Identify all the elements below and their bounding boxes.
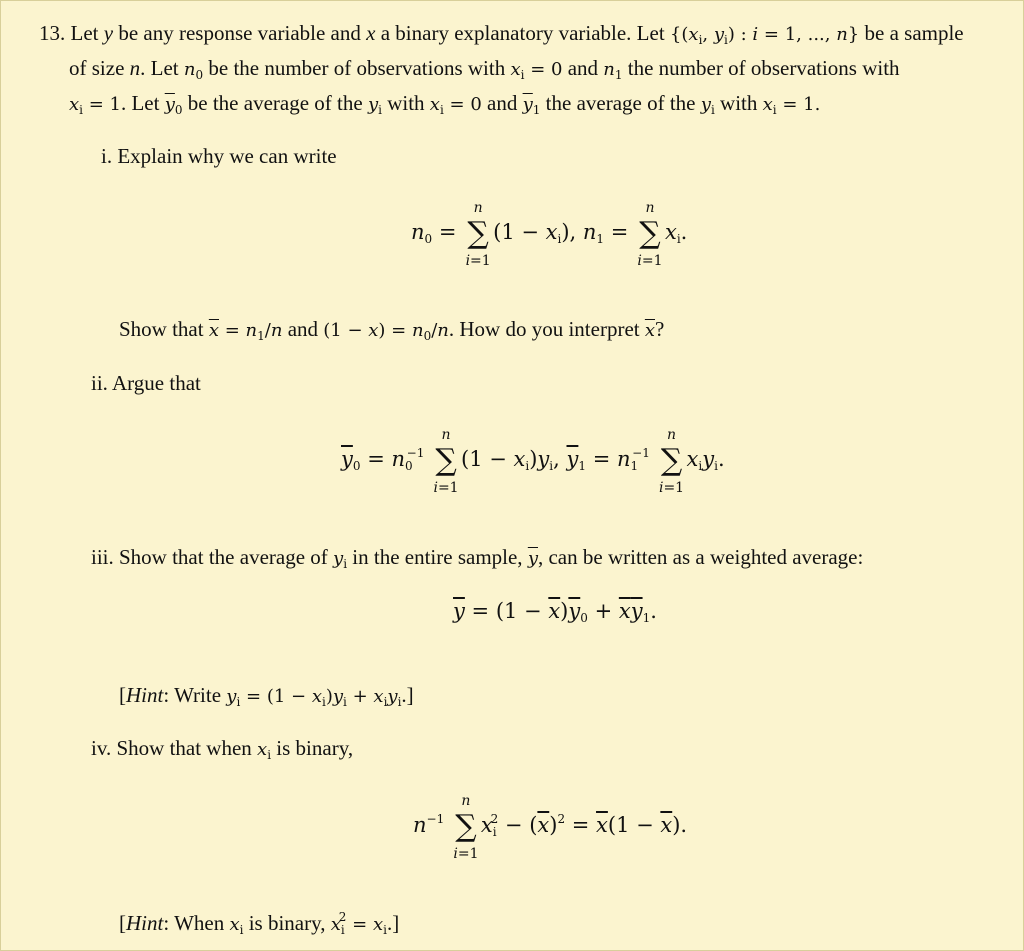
math-xi-eq-0: $x_i = 0$ [510, 59, 563, 82]
intro-line-1 [39, 23, 964, 46]
intro-text: . Let [120, 91, 160, 115]
math-yi: $y_i$ [700, 94, 715, 117]
part-iii-label [91, 547, 863, 570]
math-xbar: $\overline{x}$ [644, 320, 656, 341]
intro-text: the number of observations with [627, 56, 900, 80]
math-sample-set: {($x_i$, $y_i$) : i = 1, ..., n} [669, 24, 860, 47]
intro-text: a binary explanatory variable. Let [380, 21, 665, 45]
math-n1: $n_1$ [603, 59, 623, 82]
math-yi-decomposition: $y_i = (1 - x_i)y_i + x_iy_i$ [226, 686, 402, 709]
intro-line-2 [69, 58, 900, 81]
math-ybar: $\overline{y}$ [527, 548, 538, 569]
intro-text: the average of the [545, 91, 696, 115]
intro-text: Let [70, 21, 99, 45]
hint-bracket: .] [401, 683, 414, 707]
sum-symbol: ∑ n i=1 [637, 200, 663, 269]
intro-text: with [720, 91, 758, 115]
intro-text: be the average of the [187, 91, 363, 115]
show-text: . How do you interpret [448, 317, 640, 341]
math-n: n [129, 56, 141, 80]
part-ii-label: ii. Argue that [91, 371, 201, 395]
hint-text: Write [174, 683, 222, 707]
part-iv-label [91, 738, 353, 761]
part-iv-text: is binary, [276, 736, 354, 760]
math-xi-squared: $x_i^2 = x_i$ [330, 910, 387, 937]
sum-symbol: ∑ n i=1 [453, 793, 479, 862]
intro-text: of size [69, 56, 125, 80]
intro-text: be a sample [864, 21, 964, 45]
equation-weighted-average: $\overline{y} = (1 - \overline{x})\overline{y}_0 + \overline{x}\overline{y}_1$. [453, 599, 657, 625]
math-xi: $x_i$ [257, 739, 272, 762]
problem-number: 13. [39, 21, 66, 45]
math-y: y [103, 21, 114, 45]
hint-bracket: [ [119, 683, 126, 707]
math-yi: $y_i$ [367, 94, 382, 117]
sum-symbol: ∑ n i=1 [658, 427, 685, 496]
math-ybar0: $\overline{y}_0$ [164, 94, 183, 117]
part-i-show: Show that $\overline{x} = n_1/n$ and $(1 - x) = n_0/n$. How do you interpret $\overline{x}$? [119, 317, 665, 343]
math-xi: $x_i$ [229, 914, 244, 937]
hint-text: is binary, [248, 911, 326, 935]
math-xi-eq-1: $x_i = 1$ [69, 94, 121, 117]
part-i-label: i. Explain why we can write [101, 144, 337, 168]
equation-ybar0-ybar1: $\overline{y}_0 = n_0^{-1}$ ∑ n i=1 $(1 - x_i)y_i$, $\overline{y}_1 = n_1^{-1}$ ∑ n i=1 $x_iy_i$. [341, 427, 725, 496]
part-iv-hint [119, 911, 399, 936]
intro-text: and [567, 56, 599, 80]
math-n0: $n_0$ [183, 59, 204, 82]
hint-word: Hint [126, 911, 164, 935]
math-xi-eq-1-end: $x_i = 1$. [762, 94, 821, 117]
hint-colon: : [163, 683, 170, 707]
part-iii-hint [119, 685, 414, 708]
part-iii-text: , can be written as a weighted average: [537, 545, 864, 569]
math-xbar-eq: $\overline{x} = n_1/n$ [208, 320, 283, 343]
math-ybar1: $\overline{y}_1$ [522, 94, 541, 117]
intro-text: and [487, 91, 518, 115]
sum-symbol: ∑ n i=1 [433, 427, 459, 496]
hint-bracket: [ [119, 911, 126, 935]
math-one-minus-x: $(1 - x) = n_0/n$ [323, 320, 449, 343]
intro-line-3 [69, 93, 820, 116]
intro-text: . Let [140, 56, 179, 80]
hint-word: Hint [126, 683, 164, 707]
intro-text: be the number of observations with [208, 56, 506, 80]
part-iv-text: iv. Show that when [91, 736, 252, 760]
math-yi: $y_i$ [333, 548, 348, 571]
intro-text: with [387, 91, 425, 115]
show-text: Show that [119, 317, 204, 341]
hint-bracket: .] [386, 911, 400, 935]
hint-colon: : [163, 911, 170, 935]
part-iii-text: iii. Show that the average of [91, 545, 328, 569]
show-text: and [287, 317, 319, 341]
equation-variance-binary: $n^{-1}$ ∑ n i=1 $x_i^2 - (\overline{x})^2 = \overline{x}(1 - \overline{x})$. [413, 793, 688, 862]
sum-symbol: ∑ n i=1 [465, 200, 491, 269]
hint-text: When [174, 911, 225, 935]
equation-n0-n1: $n_0$ = ∑ n i=1 $(1 - x_i)$, $n_1$ = ∑ n i=1 $x_i$. [411, 200, 688, 269]
math-x: x [366, 21, 376, 45]
part-iii-text: in the entire sample, [352, 545, 523, 569]
math-xi-eq-0: $x_i = 0$ [429, 94, 482, 117]
intro-text: be any response variable and [118, 21, 361, 45]
